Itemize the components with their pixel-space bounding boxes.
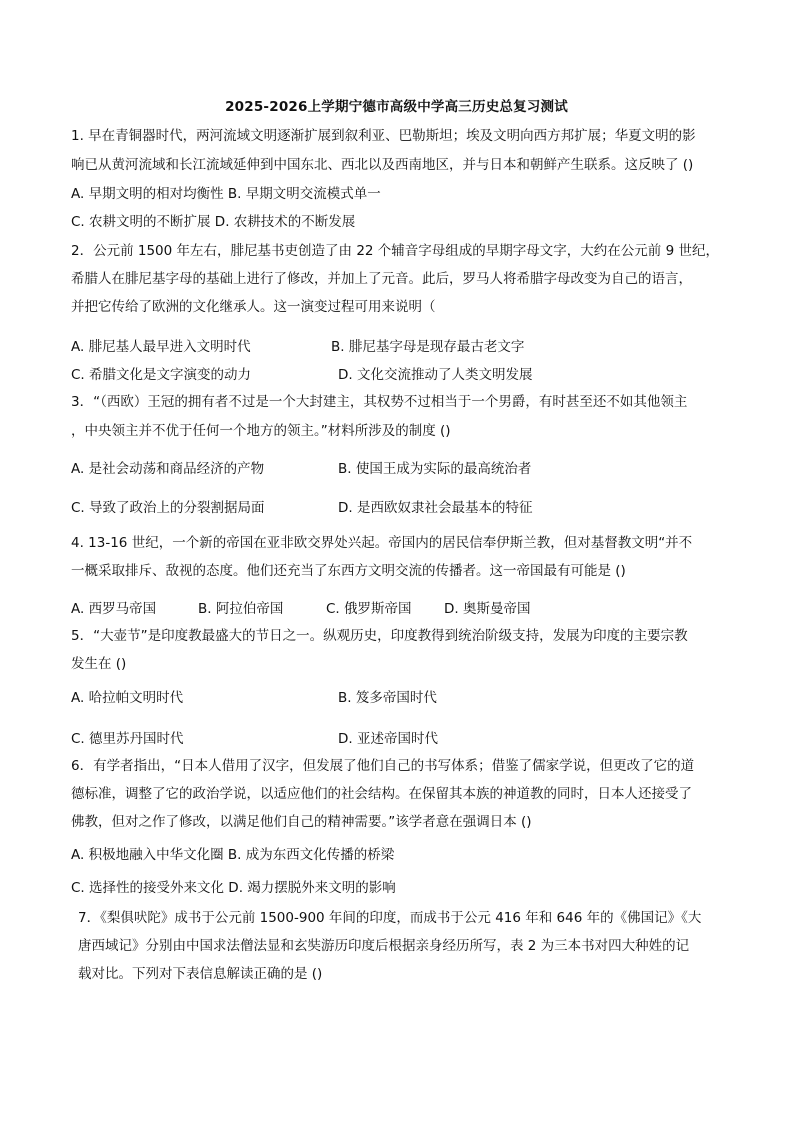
question-1-options-row-2: C. 农耕文明的不断扩展 D. 农耕技术的不断发展 [71, 214, 356, 230]
question-4-line-2: 一概采取排斥、敌视的态度。他们还充当了东西方文明交流的传播者。这一帝国最有可能是 () [71, 563, 626, 579]
question-2-line-1: 2．公元前 1500 年左右，腓尼基书吏创造了由 22 个辅音字母组成的早期字母文字，大约在公元前 9 世纪， [71, 243, 719, 259]
question-5-option-d: D. 亚述帝国时代 [338, 731, 438, 747]
question-2-option-b: B. 腓尼基字母是现存最古老文字 [331, 339, 525, 355]
question-4-option-c: C. 俄罗斯帝国 [326, 601, 412, 617]
page-title: 2025-2026上学期宁德市高级中学高三历史总复习测试 [225, 99, 568, 115]
question-6-line-1: 6．有学者指出，“日本人借用了汉字，但发展了他们自己的书写体系；借鉴了儒家学说，但更改了它的道 [71, 758, 695, 774]
question-5-option-b: B. 笈多帝国时代 [338, 690, 437, 706]
question-5-option-a: A. 哈拉帕文明时代 [71, 690, 184, 706]
question-1-line-2: 响已从黄河流域和长江流域延伸到中国东北、西北以及西南地区，并与日本和朝鲜产生联系。这反映了 () [71, 157, 694, 173]
question-5-option-c: C. 德里苏丹国时代 [71, 731, 184, 747]
question-2-option-a: A. 腓尼基人最早进入文明时代 [71, 339, 251, 355]
question-4-option-a: A. 西罗马帝国 [71, 601, 157, 617]
question-5-line-1: 5．“大壶节”是印度教最盛大的节日之一。纵观历史，印度教得到统治阶级支持，发展为印度的主要宗教 [71, 628, 688, 644]
question-5-line-2: 发生在 () [71, 656, 127, 672]
question-3-option-b: B. 使国王成为实际的最高统治者 [338, 461, 532, 477]
question-3-line-1: 3．“（西欧）王冠的拥有者不过是一个大封建主，其权势不过相当于一个男爵，有时甚至还不如其他领主 [71, 394, 688, 410]
question-4-option-b: B. 阿拉伯帝国 [198, 601, 284, 617]
question-1-options-row-1: A. 早期文明的相对均衡性 B. 早期文明交流模式单一 [71, 186, 381, 202]
question-2-option-d: D. 文化交流推动了人类文明发展 [338, 367, 533, 383]
question-6-options-row-1: A. 积极地融入中华文化圈 B. 成为东西文化传播的桥梁 [71, 847, 395, 863]
question-4-option-d: D. 奥斯曼帝国 [444, 601, 531, 617]
question-7-line-3: 载对比。下列对下表信息解读正确的是 () [78, 966, 323, 982]
question-6-options-row-2: C. 选择性的接受外来文化 D. 竭力摆脱外来文明的影响 [71, 880, 396, 896]
question-1-line-1: 1. 早在青铜器时代，两河流域文明逐渐扩展到叙利亚、巴勒斯坦；埃及文明向西方邦扩展；华夏文明的影 [71, 128, 696, 144]
question-6-line-2: 德标准，调整了它的政治学说，以适应他们的社会结构。在保留其本族的神道教的同时，日本人还接受了 [71, 786, 692, 802]
question-3-option-c: C. 导致了政治上的分裂割据局面 [71, 500, 265, 516]
question-3-line-2: ，中央领主并不优于任何一个地方的领主。”材料所涉及的制度 () [71, 423, 451, 439]
question-2-line-2: 希腊人在腓尼基字母的基础上进行了修改，并加上了元音。此后，罗马人将希腊字母改变为自己的语言， [71, 271, 692, 287]
question-3-option-d: D. 是西欧奴隶社会最基本的特征 [338, 500, 533, 516]
question-6-line-3: 佛教，但对之作了修改，以满足他们自己的精神需要。”该学者意在强调日本 () [71, 814, 532, 830]
question-2-line-3: 并把它传给了欧洲的文化继承人。这一演变过程可用来说明（ [71, 299, 436, 315]
question-7-line-2: 唐西域记》分别由中国求法僧法显和玄奘游历印度后根据亲身经历所写，表 2 为三本书对四大种姓的记 [78, 938, 690, 954]
question-2-option-c: C. 希腊文化是文字演变的动力 [71, 367, 252, 383]
question-7-line-1: 7．《梨俱吠陀》成书于公元前 1500-900 年间的印度，而成书于公元 416 年和 646 年的《佛国记》《大 [78, 910, 702, 926]
question-3-option-a: A. 是社会动荡和商品经济的产物 [71, 461, 265, 477]
question-4-line-1: 4. 13-16 世纪，一个新的帝国在亚非欧交界处兴起。帝国内的居民信奉伊斯兰教，但对基督教文明“并不 [71, 535, 693, 551]
